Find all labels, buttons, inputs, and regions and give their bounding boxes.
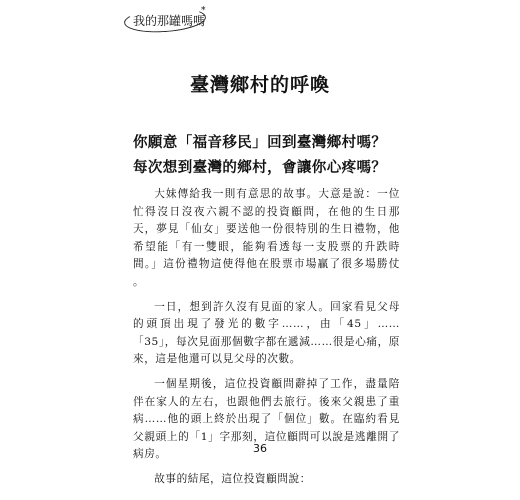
paragraph: 大妹傳給我一則有意思的故事。大意是說：一位忙得沒日沒夜六親不認的投資顧問，在他的生日那天，夢見「仙女」要送他一份很特別的生日禮物，他希望能「有一雙眼，能夠看透每一支股票的升跌時間。」這份禮物這使得他在股票市場贏了很多場勝仗 。 — [133, 188, 400, 288]
chapter-title: 臺灣鄉村的呼喚 — [189, 74, 330, 96]
running-header: 我的那罐嗎嗎 — [133, 14, 206, 28]
paragraph: 一日，想到許久沒有見面的家人。回家看見父母的頭頂出現了發光的數字……，由「45」……「35」，每次見面那個數字都在遞減……很是心痛，原來，這是他還可以見父母的次數。 — [133, 300, 400, 366]
page-number: 36 — [253, 442, 267, 455]
paragraph: 故事的結尾，這位投資顧問說： — [154, 472, 311, 485]
header-star-icon: * — [201, 6, 206, 16]
lead-question: 你願意「福音移民」回到臺灣鄉村嗎？每次想到臺灣的鄉村，會讓你心疼嗎？ — [133, 134, 387, 176]
paragraph: 一個星期後，這位投資顧問辭掉了工作，盡量陪伴在家人的左右，也跟他們去旅行。後來父親患了重病……他的頭上終於出現了「個位」數。在臨約看見父親頭上的「1」字那刻，這位顧問可以說是逃離開了病房。 — [133, 377, 400, 461]
